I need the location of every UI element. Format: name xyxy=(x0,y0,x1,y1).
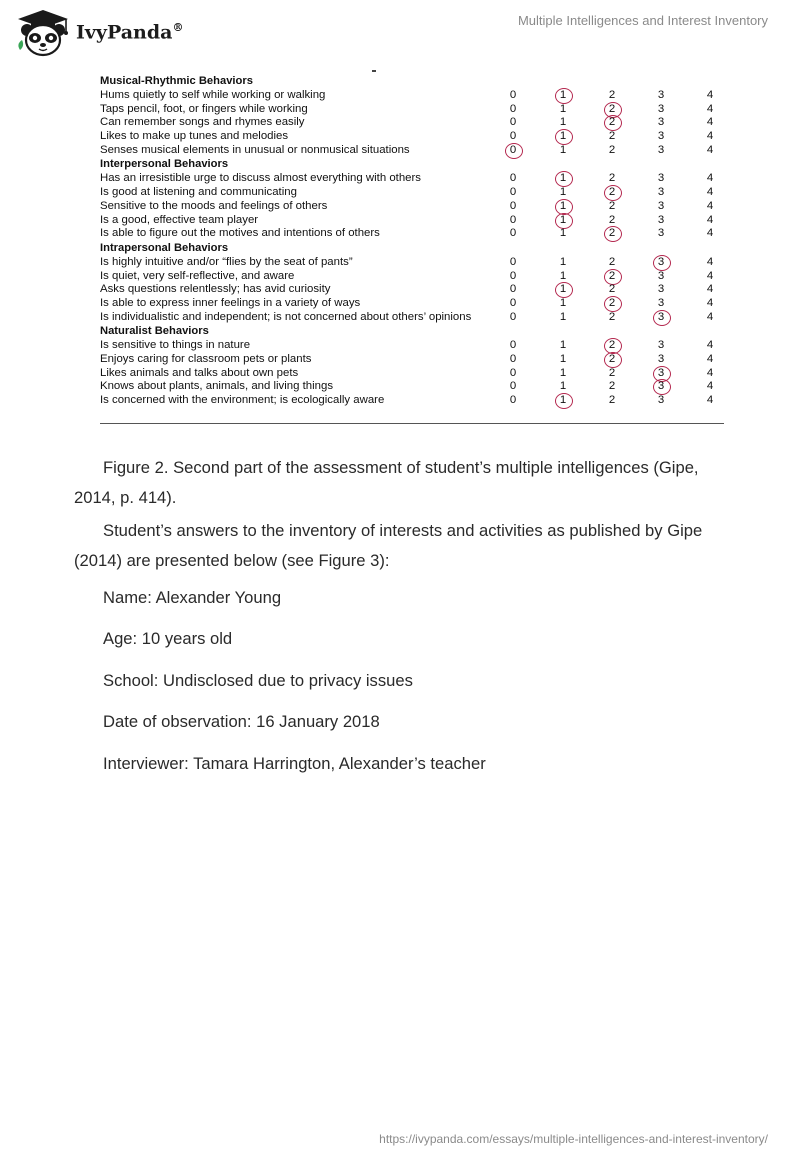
rating-option: 1 xyxy=(559,310,567,323)
rating-option: 2 xyxy=(608,380,616,393)
rating-option: 0 xyxy=(509,310,517,323)
rating-selected: 1 xyxy=(554,394,572,408)
rating-option: 2 xyxy=(608,172,616,185)
rating-selected: 1 xyxy=(554,200,572,214)
student-school: School: Undisclosed due to privacy issues xyxy=(103,671,413,690)
behavior-text: Is sensitive to things in nature xyxy=(100,339,251,352)
behavior-text: Is a good, effective team player xyxy=(100,213,259,226)
rating-selected: 1 xyxy=(554,214,572,228)
rating-option: 4 xyxy=(706,394,714,407)
scan-artifact xyxy=(372,70,376,72)
rating-option: 4 xyxy=(706,255,714,268)
behavior-text: Senses musical elements in unusual or nonmusical situations xyxy=(100,143,410,156)
rating-selected: 3 xyxy=(652,311,670,325)
rating-option: 4 xyxy=(706,116,714,129)
behavior-text: Hums quietly to self while working or walking xyxy=(100,89,326,101)
rating-selected: 2 xyxy=(603,270,621,284)
rating-option: 3 xyxy=(657,339,665,352)
behavior-row xyxy=(100,367,724,381)
rating-option: 0 xyxy=(509,339,517,352)
rating-option: 0 xyxy=(509,366,517,379)
behavior-row xyxy=(100,116,724,130)
figure-caption: Figure 2. Second part of the assessment of student’s multiple intelligences (Gipe, 2014, p. 414). xyxy=(74,458,699,507)
rating-option: 0 xyxy=(509,199,517,212)
behavior-text: Sensitive to the moods and feelings of others xyxy=(100,199,328,212)
rating-option: 3 xyxy=(657,269,665,282)
rating-selected: 1 xyxy=(554,283,572,297)
student-name: Name: Alexander Young xyxy=(103,588,282,607)
rating-option: 1 xyxy=(559,255,567,268)
behavior-text: Is highly intuitive and/or “flies by the seat of pants” xyxy=(100,255,353,268)
section-title: Musical-Rhythmic Behaviors xyxy=(100,75,253,87)
rating-option: 4 xyxy=(706,199,714,212)
rating-option: 1 xyxy=(559,296,567,309)
rating-option: 2 xyxy=(608,130,616,143)
rating-selected: 3 xyxy=(652,256,670,270)
intro-paragraph: Student’s answers to the inventory of interests and activities as published by Gipe (2014) are presented below (see Figure 3): xyxy=(74,521,703,570)
rating-option: 4 xyxy=(706,102,714,115)
rating-option: 0 xyxy=(509,296,517,309)
section-title: Interpersonal Behaviors xyxy=(100,158,229,171)
brand-name: IvyPanda® xyxy=(76,20,184,44)
rating-option: 1 xyxy=(559,269,567,282)
rating-option: 4 xyxy=(706,89,714,101)
behavior-text: Has an irresistible urge to discuss almost everything with others xyxy=(100,172,421,185)
behavior-row xyxy=(100,172,724,186)
behavior-text: Likes animals and talks about own pets xyxy=(100,366,299,379)
rating-option: 1 xyxy=(559,380,567,393)
rating-option: 3 xyxy=(657,283,665,296)
rating-option: 0 xyxy=(509,102,517,115)
behavior-row xyxy=(100,394,724,408)
rating-option: 3 xyxy=(657,116,665,129)
source-url[interactable]: https://ivypanda.com/essays/multiple-intelligences-and-interest-inventory/ xyxy=(379,1132,768,1146)
brand-logo[interactable] xyxy=(14,8,183,58)
behavior-text: Knows about plants, animals, and living things xyxy=(100,380,334,393)
rating-option: 1 xyxy=(559,186,567,199)
rating-option: 0 xyxy=(509,116,517,129)
rating-option: 4 xyxy=(706,213,714,226)
rating-option: 2 xyxy=(608,255,616,268)
rating-selected: 3 xyxy=(652,367,670,381)
behavior-text: Is concerned with the environment; is ecologically aware xyxy=(100,394,385,407)
behavior-row xyxy=(100,256,724,270)
rating-option: 2 xyxy=(608,143,616,156)
section-title: Intrapersonal Behaviors xyxy=(100,241,229,254)
behavior-row xyxy=(100,130,724,144)
rating-option: 3 xyxy=(657,186,665,199)
behavior-checklist xyxy=(100,74,724,408)
behavior-row xyxy=(100,186,724,200)
behavior-text: Is individualistic and independent; is not concerned about others’ opinions xyxy=(100,310,472,323)
rating-option: 3 xyxy=(657,296,665,309)
assessment-figure xyxy=(100,74,724,424)
behavior-row xyxy=(100,339,724,353)
behavior-row xyxy=(100,270,724,284)
behavior-row xyxy=(100,353,724,367)
rating-option: 1 xyxy=(559,227,567,240)
rating-selected: 2 xyxy=(603,339,621,353)
behavior-row xyxy=(100,89,724,103)
rating-option: 2 xyxy=(608,283,616,296)
section-title: Naturalist Behaviors xyxy=(100,325,209,338)
rating-option: 0 xyxy=(509,213,517,226)
page-header xyxy=(0,0,800,60)
rating-selected: 2 xyxy=(603,227,621,241)
rating-option: 4 xyxy=(706,296,714,309)
rating-option: 3 xyxy=(657,130,665,143)
behavior-text: Taps pencil, foot, or fingers while working xyxy=(100,102,308,115)
rating-option: 0 xyxy=(509,269,517,282)
rating-selected: 1 xyxy=(554,172,572,186)
rating-option: 3 xyxy=(657,143,665,156)
figure-bottom-rule xyxy=(100,423,724,424)
behavior-row xyxy=(100,200,724,214)
behavior-text: Can remember songs and rhymes easily xyxy=(100,116,305,129)
rating-selected: 2 xyxy=(603,116,621,130)
rating-option: 0 xyxy=(509,186,517,199)
rating-option: 3 xyxy=(657,199,665,212)
rating-option: 0 xyxy=(509,89,517,101)
rating-selected: 2 xyxy=(603,297,621,311)
panda-graduate-icon xyxy=(14,8,72,58)
behavior-text: Enjoys caring for classroom pets or plants xyxy=(100,353,312,365)
behavior-row xyxy=(100,297,724,311)
rating-option: 0 xyxy=(509,227,517,240)
rating-option: 4 xyxy=(706,283,714,296)
rating-option: 3 xyxy=(657,102,665,115)
student-age: Age: 10 years old xyxy=(103,629,233,648)
rating-option: 0 xyxy=(509,380,517,393)
rating-selected: 1 xyxy=(554,89,572,103)
rating-option: 3 xyxy=(657,89,665,101)
rating-option: 2 xyxy=(608,89,616,101)
rating-option: 4 xyxy=(706,353,714,365)
rating-option: 2 xyxy=(608,199,616,212)
running-title: Multiple Intelligences and Interest Inventory xyxy=(517,13,768,28)
rating-option: 2 xyxy=(608,213,616,226)
rating-selected: 3 xyxy=(652,380,670,394)
rating-option: 0 xyxy=(509,130,517,143)
rating-option: 4 xyxy=(706,143,714,156)
interviewer: Interviewer: Tamara Harrington, Alexander’s teacher xyxy=(103,754,486,773)
rating-option: 0 xyxy=(509,255,517,268)
rating-option: 4 xyxy=(706,227,714,240)
rating-option: 3 xyxy=(657,394,665,407)
behavior-text: Asks questions relentlessly; has avid curiosity xyxy=(100,283,331,296)
rating-option: 2 xyxy=(608,394,616,407)
rating-option: 1 xyxy=(559,353,567,365)
rating-option: 1 xyxy=(559,366,567,379)
behavior-row xyxy=(100,380,724,394)
behavior-row xyxy=(100,227,724,241)
rating-option: 4 xyxy=(706,310,714,323)
rating-option: 0 xyxy=(509,283,517,296)
rating-option: 3 xyxy=(657,353,665,365)
rating-selected: 1 xyxy=(554,130,572,144)
rating-selected: 2 xyxy=(603,353,621,367)
rating-option: 1 xyxy=(559,143,567,156)
rating-option: 0 xyxy=(509,172,517,185)
rating-option: 0 xyxy=(509,394,517,407)
behavior-row xyxy=(100,144,724,158)
behavior-row xyxy=(100,214,724,228)
behavior-row xyxy=(100,283,724,297)
behavior-text: Is good at listening and communicating xyxy=(100,186,297,199)
rating-selected: 2 xyxy=(603,103,621,117)
observation-date: Date of observation: 16 January 2018 xyxy=(103,712,380,731)
behavior-row xyxy=(100,103,724,117)
behavior-row xyxy=(100,311,724,325)
behavior-text: Is able to express inner feelings in a variety of ways xyxy=(100,296,361,309)
rating-option: 4 xyxy=(706,366,714,379)
behavior-text: Likes to make up tunes and melodies xyxy=(100,130,289,143)
behavior-text: Is able to figure out the motives and intentions of others xyxy=(100,227,380,240)
rating-option: 3 xyxy=(657,213,665,226)
rating-option: 4 xyxy=(706,269,714,282)
rating-option: 0 xyxy=(509,353,517,365)
rating-option: 2 xyxy=(608,310,616,323)
rating-option: 4 xyxy=(706,172,714,185)
rating-option: 2 xyxy=(608,366,616,379)
behavior-text: Is quiet, very self-reflective, and aware xyxy=(100,269,295,282)
rating-selected: 2 xyxy=(603,186,621,200)
rating-option: 4 xyxy=(706,339,714,352)
rating-option: 4 xyxy=(706,130,714,143)
rating-option: 1 xyxy=(559,339,567,352)
rating-option: 1 xyxy=(559,102,567,115)
rating-option: 1 xyxy=(559,116,567,129)
rating-option: 4 xyxy=(706,380,714,393)
rating-option: 4 xyxy=(706,186,714,199)
rating-option: 3 xyxy=(657,227,665,240)
rating-option: 3 xyxy=(657,172,665,185)
rating-selected: 0 xyxy=(504,144,522,158)
